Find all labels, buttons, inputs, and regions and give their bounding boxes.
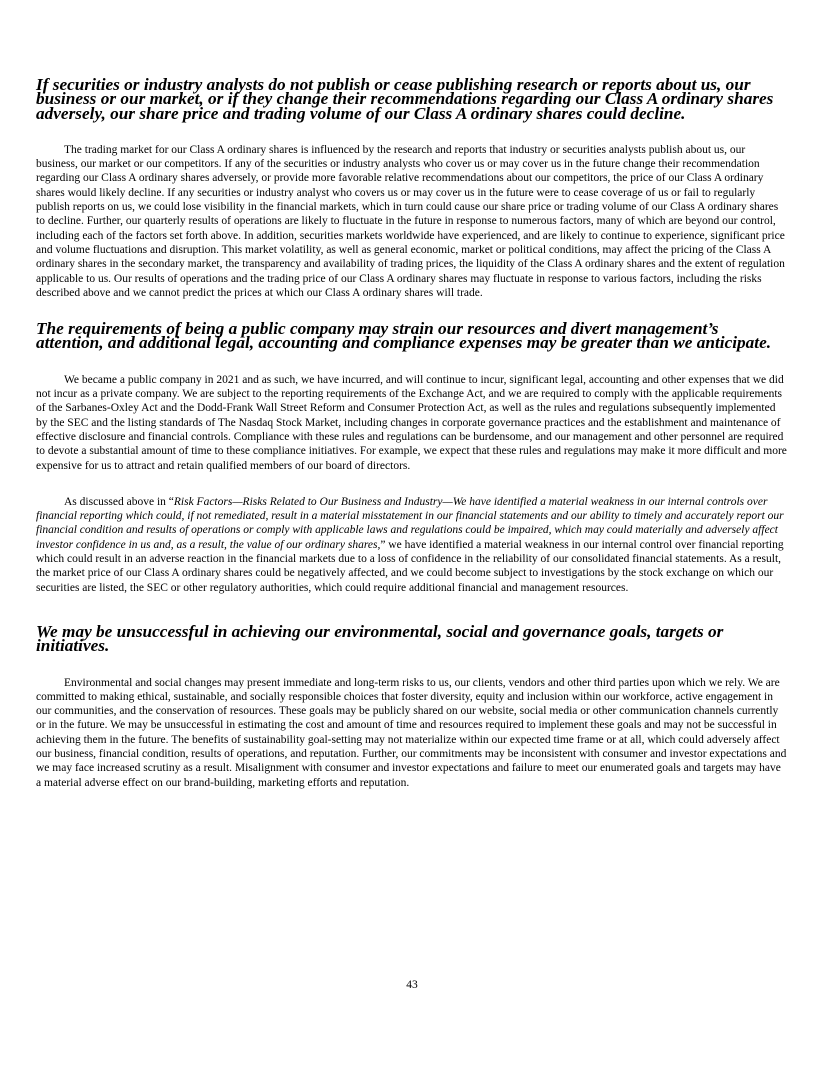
material-weakness-suffix: ” we have identified a material weakness in our internal control over financial reporting which could result in an adverse reaction in the financial markets due to a loss of confidence in the reliability of our consolidated financial statements. As a result, the market price of our Class A ordinary shares could be negatively affected, and we could become subject to investigations by the stock exchange on which our securities are listed, the SEC or other regulatory authorities, which could require additional financial and management resources. bbox=[36, 538, 784, 594]
page-number: 43 bbox=[406, 979, 418, 991]
paragraph-trading-market: The trading market for our Class A ordinary shares is influenced by the research and reports that industry or securities analysts publish about us, our business, our market or our competitors. If any of the securities or industry analysts who cover us or may cover us in the future change their recommendation regarding our Class A ordinary shares adversely, or provide more favorable relative recommendations about our competitors, the price of our Class A ordinary shares would likely decline. If any securities or industry analyst who covers us or may cover us in the future were to cease coverage of us or fail to regularly publish reports on us, we could lose visibility in the financial markets, which in turn could cause our share price or trading volume of our Class A ordinary shares to decline. Further, our quarterly results of operations are likely to fluctuate in the future in response to numerous factors, many of which are beyond our control, including each of the factors set forth above. In addition, securities markets worldwide have experienced, and are likely to continue to experience, significant price and volume fluctuations and disruption. This market volatility, as well as general economic, market or political conditions, may affect the pricing of the Class A ordinary shares in the secondary market, the transparency and availability of trading prices, the liquidity of the Class A ordinary shares and the extent of regulation applicable to us. Our results of operations and the trading price of our Class A ordinary shares may fluctuate in response to various factors, including the risks described above and we cannot predict the prices at which our Class A ordinary shares will trade. bbox=[36, 143, 785, 299]
risk-heading-esg-goals: We may be unsuccessful in achieving our environmental, social and governance goals, targets or initiatives. bbox=[36, 621, 724, 656]
risk-heading-public-company-requirements: The requirements of being a public company may strain our resources and divert management’s attention, and additional legal, accounting and compliance expenses may be greater than we anticipate. bbox=[36, 319, 772, 353]
paragraph-esg: Environmental and social changes may present immediate and long-term risks to us, our clients, vendors and other third parties upon which we rely. We are committed to making ethical, sustainable, and socially responsible choices that foster diversity, equity and inclusion within our workforce, active engagement in our communities, and the conservation of resources. These goals may be publicly shared on our website, social media or other communication channels currently or in the future. We may be unsuccessful in estimating the cost and amount of time and resources required to implement these goals and may not be successful in achieving them in the future. The benefits of sustainability goal-setting may not materialize within our expected time frame or at all, which could adversely affect our business, financial condition, results of operations, and reputation. Further, our commitments may be inconsistent with consumer and investor expectations and we may face increased scrutiny as a result. Misalignment with consumer and investor expectations and failure to meet our enumerated goals and targets may have a material adverse effect on our brand-building, marketing efforts and reputation. bbox=[36, 676, 787, 789]
material-weakness-prefix: As discussed above in “ bbox=[64, 495, 174, 508]
risk-heading-analysts-coverage: If securities or industry analysts do not publish or cease publishing research or reports about us, our business or our market, or if they change their recommendations regarding our Class A ordinary shares adversely, our share price and trading volume of our Class A ordinary shares could decline. bbox=[36, 75, 774, 123]
material-weakness-cross-reference: Risk Factors—Risks Related to Our Business and Industry—We have identified a material weakness in our internal controls over financial reporting which could, if not remediated, result in a material misstatement in our financial statements and our ability to timely and accurately report our financial condition and results of operations or comply with applicable laws and regulations could be impaired, which may could materially and adversely affect investor confidence in us and, as a result, the value of our ordinary shares, bbox=[36, 495, 784, 551]
paragraph-material-weakness bbox=[36, 495, 788, 595]
paragraph-public-company: We became a public company in 2021 and as such, we have incurred, and will continue to incur, significant legal, accounting and other expenses that we did not incur as a private company. We are subject to the reporting requirements of the Exchange Act, and we are required to comply with the applicable requirements of the Sarbanes-Oxley Act and the Dodd-Frank Wall Street Reform and Consumer Protection Act, as well as the rules and regulations subsequently implemented by the SEC and the listing standards of The Nasdaq Stock Market, including changes in corporate governance practices and the establishment and maintenance of effective disclosure and financial controls. Compliance with these rules and regulations can be burdensome, and our management and other personnel are required to devote a substantial amount of time to these compliance initiatives. For example, we expect that these rules and regulations may make it more difficult and more expensive for us to attract and retain qualified members of our board of directors. bbox=[36, 373, 787, 472]
